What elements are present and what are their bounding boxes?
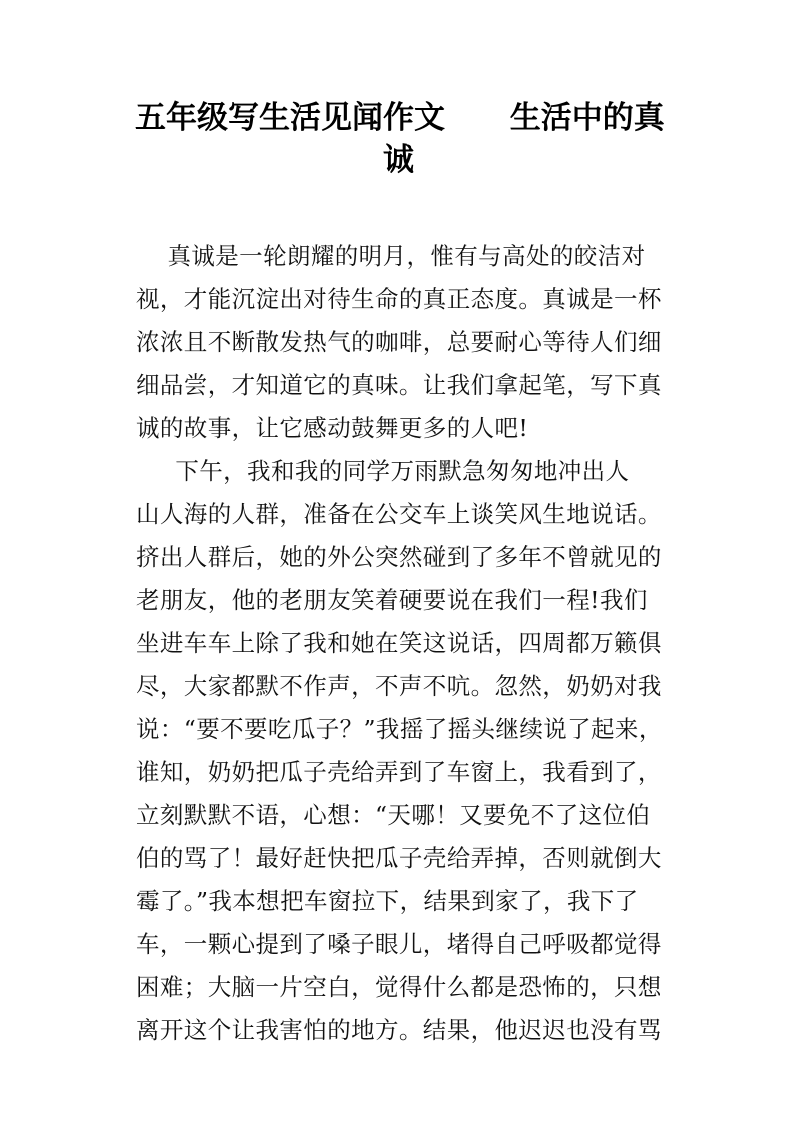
paragraph-2-line-9: 立刻默默不语，心想：“天哪！又要免不了这位伯 xyxy=(136,801,651,829)
paragraph-2-line-5: 坐进车车上除了我和她在笑这说话，四周都万籁俱 xyxy=(136,629,662,657)
paragraph-1-line-1: 真诚是一轮朗耀的明月，惟有与高处的皎洁对 xyxy=(136,242,646,270)
paragraph-2-line-12: 车，一颗心提到了嗓子眼儿，堵得自己呼吸都觉得 xyxy=(136,930,662,958)
paragraph-2-line-14: 离开这个让我害怕的地方。结果，他迟迟也没有骂 xyxy=(136,1016,662,1044)
paragraph-1-line-5: 诚的故事，让它感动鼓舞更多的人吧! xyxy=(136,414,529,442)
document-title-line-2: 诚 xyxy=(383,142,414,178)
paragraph-2-line-2: 山人海的人群，准备在公交车上谈笑风生地说话。 xyxy=(136,500,662,528)
paragraph-1-line-2: 视，才能沉淀出对待生命的真正态度。真诚是一杯 xyxy=(136,285,662,313)
paragraph-2-line-3: 挤出人群后，她的外公突然碰到了多年不曾就见的 xyxy=(136,543,662,571)
paragraph-2-line-8: 谁知，奶奶把瓜子壳给弄到了车窗上，我看到了， xyxy=(136,758,662,786)
document-title-line-1: 五年级写生活见闻作文 生活中的真 xyxy=(135,100,665,136)
paragraph-2-line-6: 尽，大家都默不作声，不声不吭。忽然，奶奶对我 xyxy=(136,672,662,700)
paragraph-1-line-4: 细品尝，才知道它的真味。让我们拿起笔，写下真 xyxy=(136,371,662,399)
paragraph-2-line-10: 伯的骂了！最好赶快把瓜子壳给弄掉，否则就倒大 xyxy=(136,844,662,872)
paragraph-2-line-13: 困难；大脑一片空白，觉得什么都是恐怖的，只想 xyxy=(136,973,662,1001)
paragraph-2-line-11: 霉了。”我本想把车窗拉下，结果到家了，我下了 xyxy=(136,887,639,915)
paragraph-2-line-4: 老朋友，他的老朋友笑着硬要说在我们一程!我们 xyxy=(136,586,648,614)
paragraph-1-line-3: 浓浓且不断散发热气的咖啡，总要耐心等待人们细 xyxy=(136,328,662,356)
paragraph-2-line-7: 说：“要不要吃瓜子？”我摇了摇头继续说了起来， xyxy=(136,715,663,743)
paragraph-2-line-1: 下午，我和我的同学万雨默急匆匆地冲出人 xyxy=(136,457,630,485)
